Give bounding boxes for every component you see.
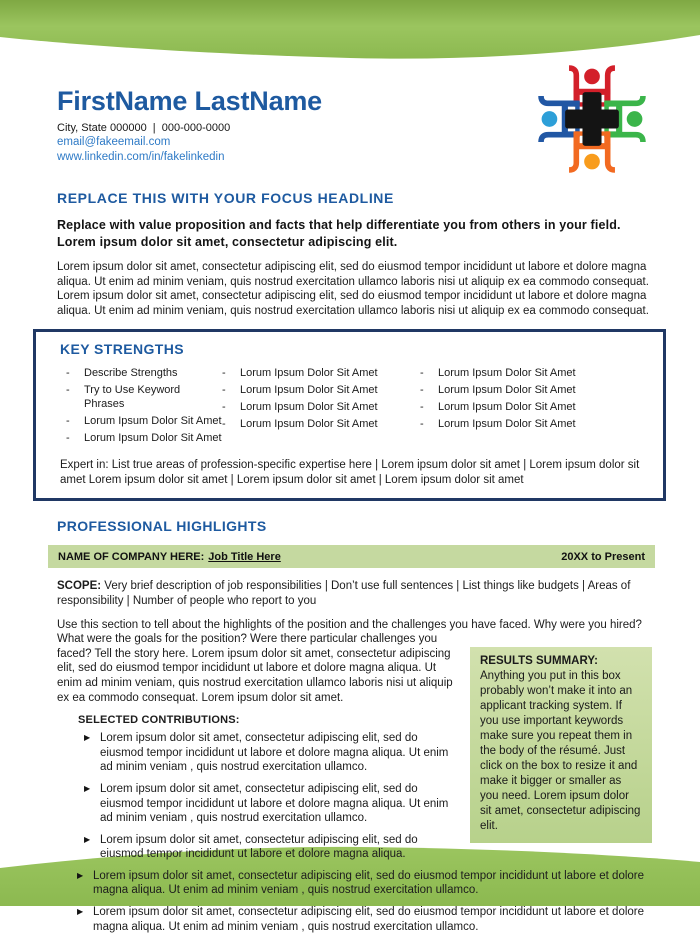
employment-dates: 20XX to Present (561, 550, 645, 563)
top-curved-band (0, 0, 700, 64)
expert-in-line: Expert in: List true areas of profession-specific expertise here | Lorem ipsum dolor sit amet | Lorem ipsum dolor sit amet Lorem ipsum dolor sit amet | Lorem ipsum dolor sit amet | Lorem ipsum dolor sit amet (60, 459, 640, 487)
dash-bullet-icon: - (66, 367, 70, 380)
arrow-bullet-icon: ▶ (84, 733, 91, 743)
list-item-text: Lorum Ipsum Dolor Sit Amet (438, 384, 576, 397)
arrow-bullet-icon: ▶ (77, 907, 84, 917)
linkedin-link[interactable]: www.linkedin.com/in/fakelinkedin (57, 151, 225, 163)
strength-item (420, 400, 645, 414)
key-strengths-title: KEY STRENGTHS (60, 341, 184, 358)
list-item-text: Lorum Ipsum Dolor Sit Amet (84, 415, 222, 428)
email-link[interactable]: email@fakeemail.com (57, 136, 171, 148)
key-strengths-box (33, 329, 666, 501)
list-item-text: Lorum Ipsum Dolor Sit Amet (240, 367, 378, 380)
arrow-bullet-icon: ▶ (77, 870, 84, 880)
dash-bullet-icon: - (420, 418, 424, 431)
job-title-link[interactable]: Job Title Here (208, 550, 281, 563)
focus-headline: REPLACE THIS WITH YOUR FOCUS HEADLINE (57, 190, 394, 206)
list-item-text: Describe Strengths (84, 367, 178, 380)
list-item-text: Lorem ipsum dolor sit amet, consectetur adipiscing elit, sed do eiusmod tempor incididunt ut labore et dolore magna aliqua. Ut enim ad minim veniam , quis nostrud exercitation ullamco. (100, 782, 449, 825)
key-strengths-column (402, 366, 645, 448)
key-strengths-column (60, 366, 222, 448)
selected-contributions-title: SELECTED CONTRIBUTIONS: (78, 714, 240, 727)
list-item-text: Lorum Ipsum Dolor Sit Amet (438, 367, 576, 380)
arrow-bullet-icon: ▶ (84, 783, 91, 793)
strength-item (66, 383, 222, 411)
company-name-and-title (58, 551, 281, 563)
strength-item (222, 400, 402, 414)
arrow-bullet-icon: ▶ (84, 834, 91, 844)
scope-line (57, 579, 652, 608)
dash-bullet-icon: - (66, 415, 70, 428)
list-item-text: Lorem ipsum dolor sit amet, consectetur adipiscing elit, sed do eiusmod tempor incididunt ut labore et dolore magna aliqua. Ut enim ad minim veniam , quis nostrud exercitation ullamco. (93, 906, 645, 933)
dash-bullet-icon: - (66, 432, 70, 445)
document-body (57, 60, 652, 941)
dash-bullet-icon: - (222, 418, 226, 431)
results-summary-box[interactable] (470, 647, 652, 843)
list-item-text: Lorum Ipsum Dolor Sit Amet (240, 384, 378, 397)
strength-item (222, 417, 402, 431)
strength-item (66, 414, 222, 428)
strength-item (420, 366, 645, 380)
key-strengths-column (222, 366, 402, 448)
list-item-text: Lorem ipsum dolor sit amet, consectetur adipiscing elit, sed do eiusmod tempor incididunt ut labore et dolore magna aliqua. Ut enim ad minim veniam , quis nostrud exercitation ullamco. (93, 869, 645, 897)
results-summary-title: RESULTS SUMMARY: (480, 654, 598, 667)
list-item-text: Lorum Ipsum Dolor Sit Amet (438, 401, 576, 414)
list-item-text: Lorem ipsum dolor sit amet, consectetur adipiscing elit, sed do eiusmod tempor incididunt ut labore et dolore magna aliqua. (100, 833, 418, 861)
dash-bullet-icon: - (222, 367, 226, 380)
list-item-text: Try to Use Keyword Phrases (84, 384, 181, 411)
list-item-text: Lorem ipsum dolor sit amet, consectetur adipiscing elit, sed do eiusmod tempor incididunt ut labore et dolore magna aliqua. Ut enim ad minim veniam , quis nostrud exercitation ullamco. (100, 732, 449, 774)
strength-item (222, 366, 402, 380)
value-proposition: Replace with value proposition and facts that help differentiate you from others in your field. Lorem ipsum dolor sit amet, consectetur adipiscing elit. (57, 218, 628, 249)
dash-bullet-icon: - (66, 384, 70, 397)
dash-bullet-icon: - (222, 401, 226, 414)
summary-paragraph: Lorem ipsum dolor sit amet, consectetur adipiscing elit, sed do eiusmod tempor incididunt ut labore et dolore magna aliqua. Ut enim ad minim veniam, quis nostrud exercitation ullamco laboris nisi ut aliquip ex ea commodo consequat. Lorem ipsum dolor sit amet, consectetur adipiscing elit, sed do eiusmod tempor incididunt ut labore et dolore magna aliqua. Ut enim ad minim veniam, quis nostrud exercitation ullamco laboris nisi ut aliquip ex ea commodo consequat. (57, 261, 649, 317)
contact-line: City, State 000000 | 000-000-0000 (57, 122, 231, 134)
key-strengths-columns (60, 366, 645, 448)
strength-item (66, 431, 222, 445)
list-item-text: Lorum Ipsum Dolor Sit Amet (84, 432, 222, 445)
company-name-label: NAME OF COMPANY HERE: (58, 550, 205, 563)
dash-bullet-icon: - (420, 384, 424, 397)
position-details (57, 618, 652, 935)
list-item-text: Lorum Ipsum Dolor Sit Amet (240, 401, 378, 414)
scope-label: SCOPE: (57, 580, 102, 593)
strength-item (222, 383, 402, 397)
list-item-text: Lorum Ipsum Dolor Sit Amet (438, 418, 576, 431)
dash-bullet-icon: - (420, 367, 424, 380)
contribution-item (57, 905, 652, 934)
contribution-item (57, 869, 652, 898)
strength-item (66, 366, 222, 380)
dash-bullet-icon: - (222, 384, 226, 397)
results-summary-text: Anything you put in this box probably won’t make it into an applicant tracking system. If you use important keywords make sure you repeat them in the body of the résumé. Just click on the box to resize it and make it bigger or smaller as you need. Lorem ipsum dolor sit amet, consectetur adipiscing elit. (480, 669, 641, 832)
scope-text: Very brief description of job responsibilities | Don’t use full sentences | List things like budgets | Areas of responsibility | Number of people who report to you (57, 580, 631, 607)
dash-bullet-icon: - (420, 401, 424, 414)
company-header-bar (48, 545, 655, 568)
position-paragraph: Use this section to tell about the highlights of the position and the challenges you have faced. Why were you hired? What were the goals for the position? Were there particular challenges you faced? Tell the story here. Lorem ipsum dolor sit amet, consectetur adipiscing elit, sed do eiusmod tempor incididunt ut labore et dolore magna aliqua. Ut enim ad minim veniam, quis nostrud exercitation ullamco laboris nisi ut aliquip ex ea commodo consequat. Lorem ipsum dolor sit amet. (57, 618, 642, 704)
strength-item (420, 383, 645, 397)
list-item-text: Lorum Ipsum Dolor Sit Amet (240, 418, 378, 431)
professional-highlights-title: PROFESSIONAL HIGHLIGHTS (57, 518, 267, 535)
strength-item (420, 417, 645, 431)
candidate-name: FirstName LastName (57, 86, 323, 116)
